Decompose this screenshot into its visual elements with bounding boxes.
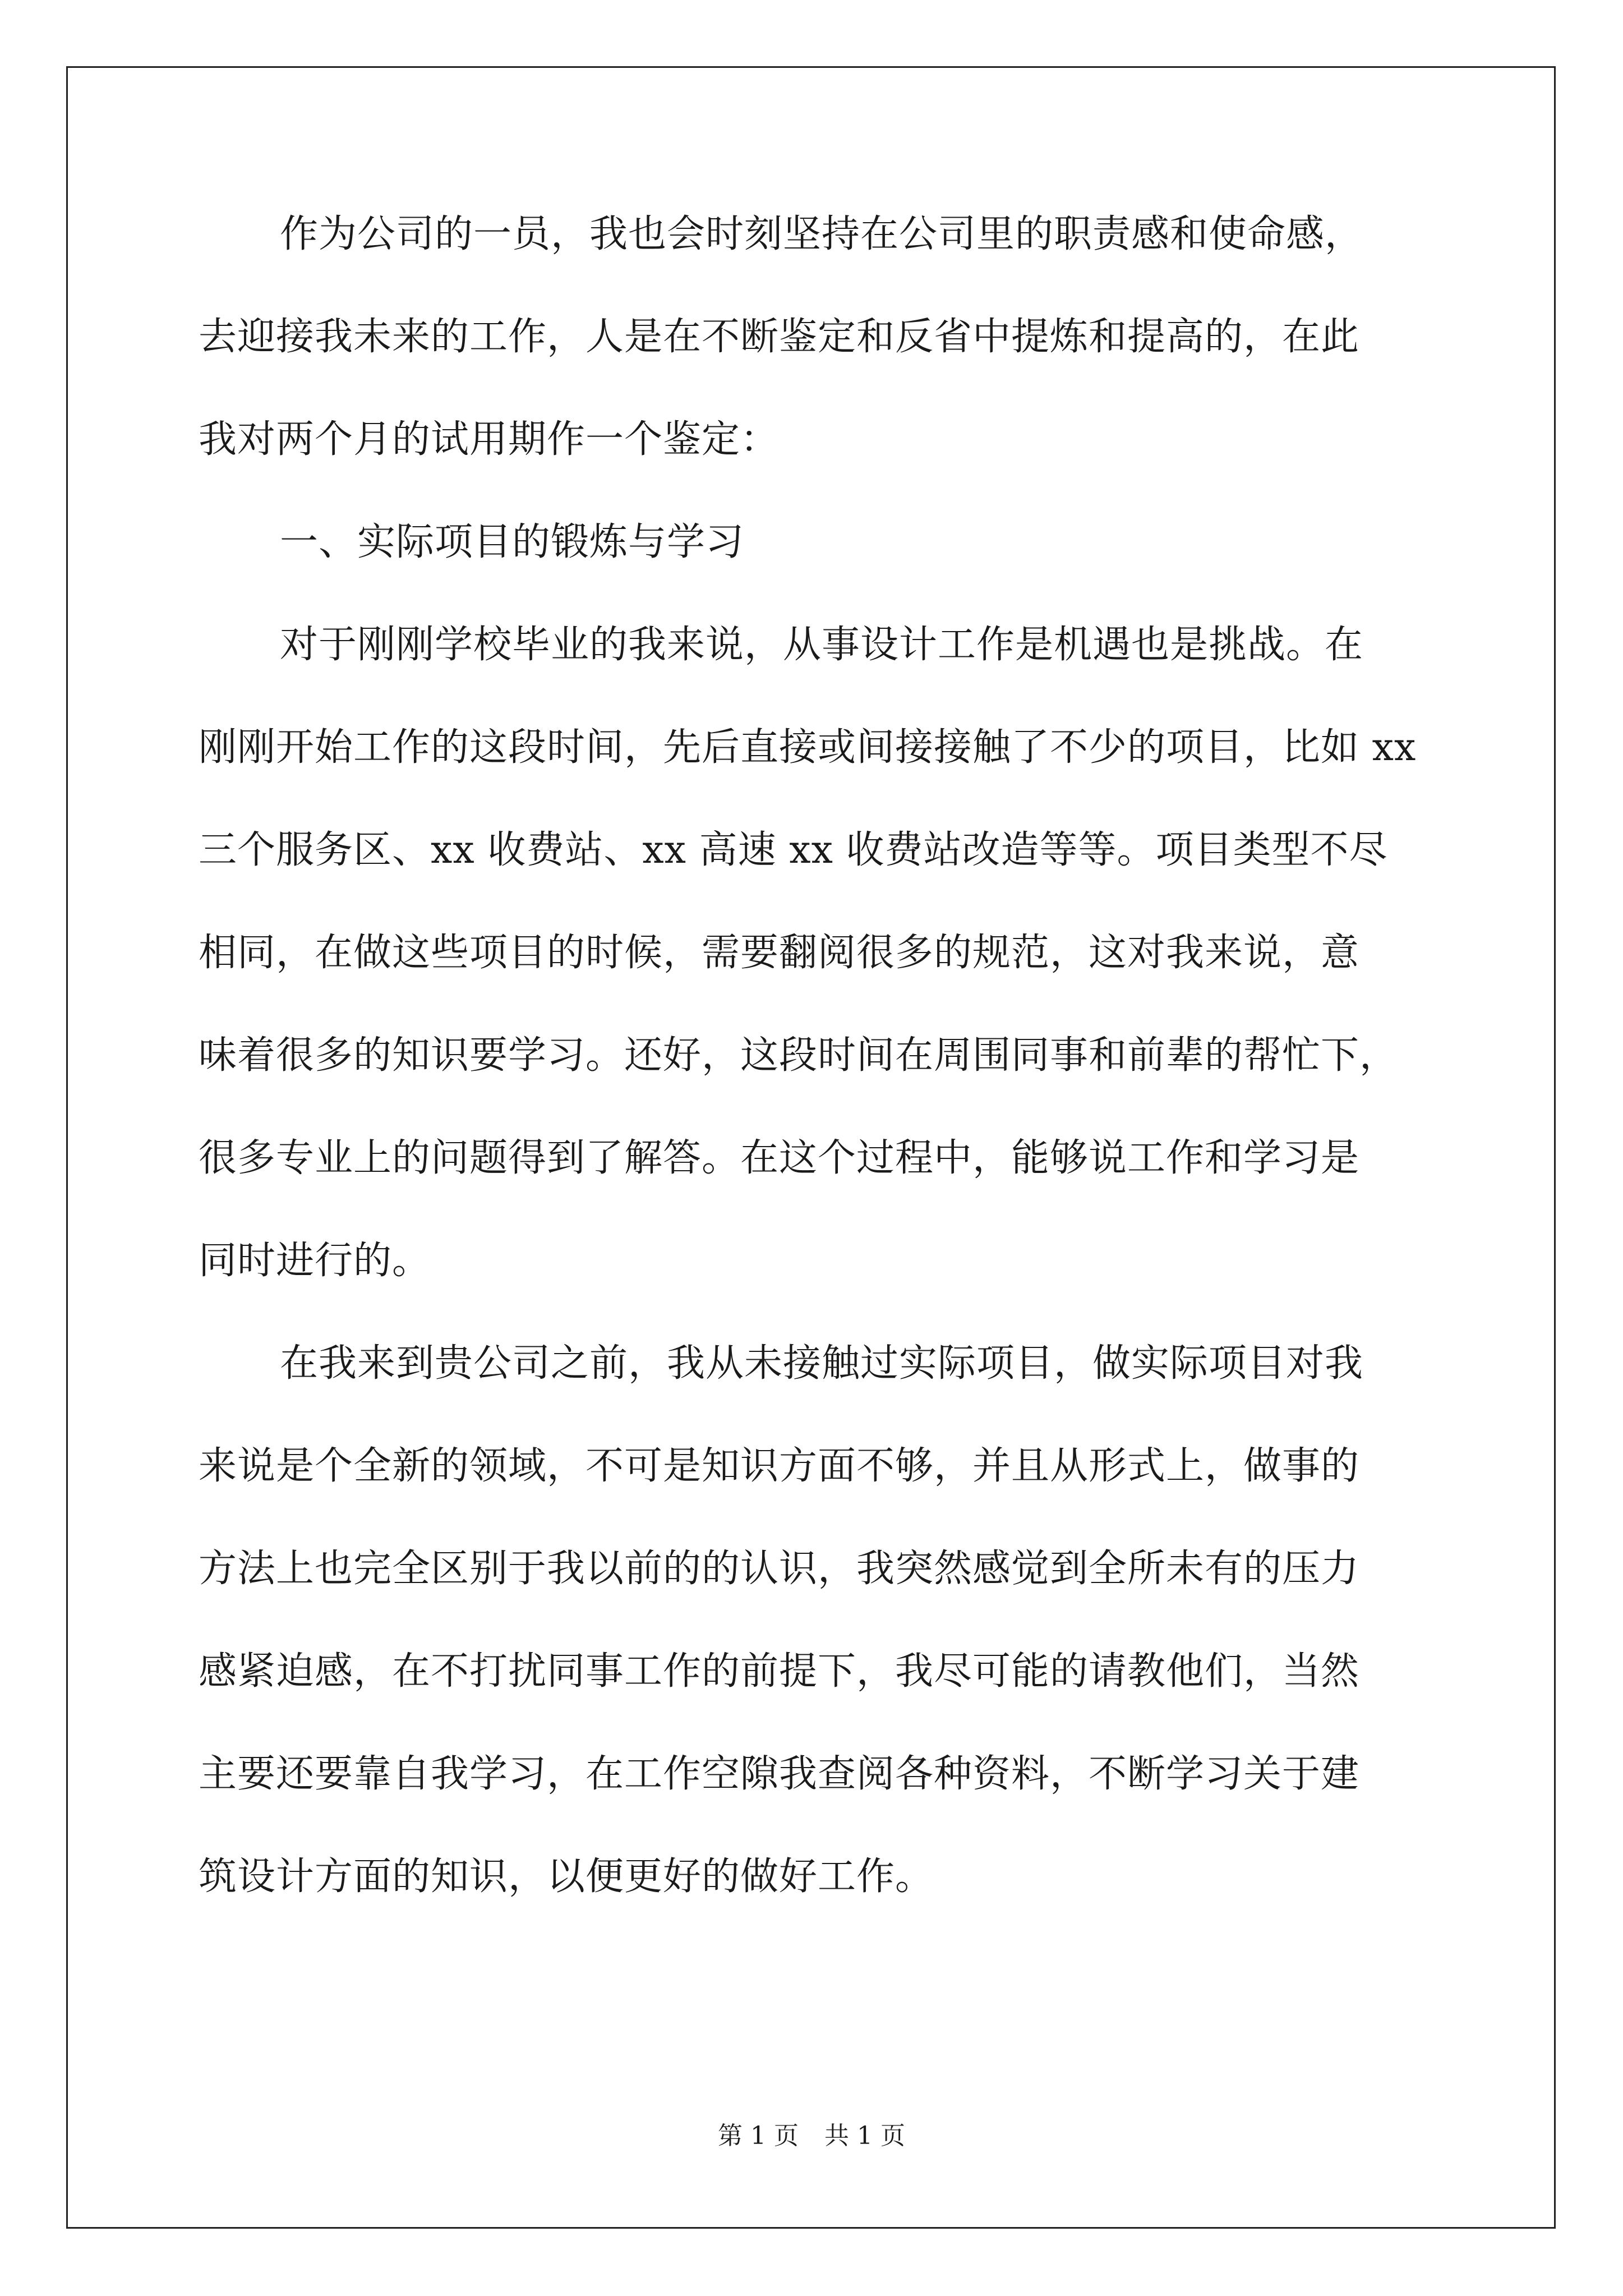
document-body bbox=[199, 212, 1438, 1957]
text-line: 筑设计方面的知识，以便更好的做好工作。 bbox=[199, 1855, 934, 1899]
text-line: 刚刚开始工作的这段时间，先后直接或间接接触了不少的项目，比如 xx bbox=[199, 725, 1417, 770]
text-line: 很多专业上的问题得到了解答。在这个过程中，能够说工作和学习是 bbox=[199, 1136, 1360, 1180]
text-line: 对于刚刚学校毕业的我来说，从事设计工作是机遇也是挑战。在 bbox=[280, 623, 1364, 667]
page-footer bbox=[0, 2120, 1623, 2152]
text-line: 味着很多的知识要学习。还好，这段时间在周围同事和前辈的帮忙下， bbox=[199, 1033, 1399, 1078]
text-line: 同时进行的。 bbox=[199, 1239, 431, 1283]
text-line: 三个服务区、xx 收费站、xx 高速 xx 收费站改造等等。项目类型不尽 bbox=[199, 828, 1388, 872]
page-total: 共 1 页 bbox=[824, 2122, 905, 2150]
page-number: 第 1 页 bbox=[718, 2122, 799, 2150]
text-line: 感紧迫感，在不打扰同事工作的前提下，我尽可能的请教他们，当然 bbox=[199, 1649, 1360, 1694]
text-line: 我对两个月的试用期作一个鉴定： bbox=[199, 417, 780, 462]
text-line: 作为公司的一员，我也会时刻坚持在公司里的职责感和使命感， bbox=[280, 212, 1364, 256]
section-heading: 一、实际项目的锻炼与学习 bbox=[280, 520, 745, 564]
text-line: 主要还要靠自我学习，在工作空隙我查阅各种资料，不断学习关于建 bbox=[199, 1752, 1360, 1796]
text-line: 来说是个全新的领域，不可是知识方面不够，并且从形式上，做事的 bbox=[199, 1444, 1360, 1488]
text-line: 去迎接我未来的工作，人是在不断鉴定和反省中提炼和提高的，在此 bbox=[199, 315, 1360, 359]
text-line: 方法上也完全区别于我以前的的认识，我突然感觉到全所未有的压力 bbox=[199, 1547, 1360, 1591]
text-line: 相同，在做这些项目的时候，需要翻阅很多的规范，这对我来说，意 bbox=[199, 931, 1360, 975]
text-line: 在我来到贵公司之前，我从未接触过实际项目，做实际项目对我 bbox=[280, 1341, 1364, 1386]
